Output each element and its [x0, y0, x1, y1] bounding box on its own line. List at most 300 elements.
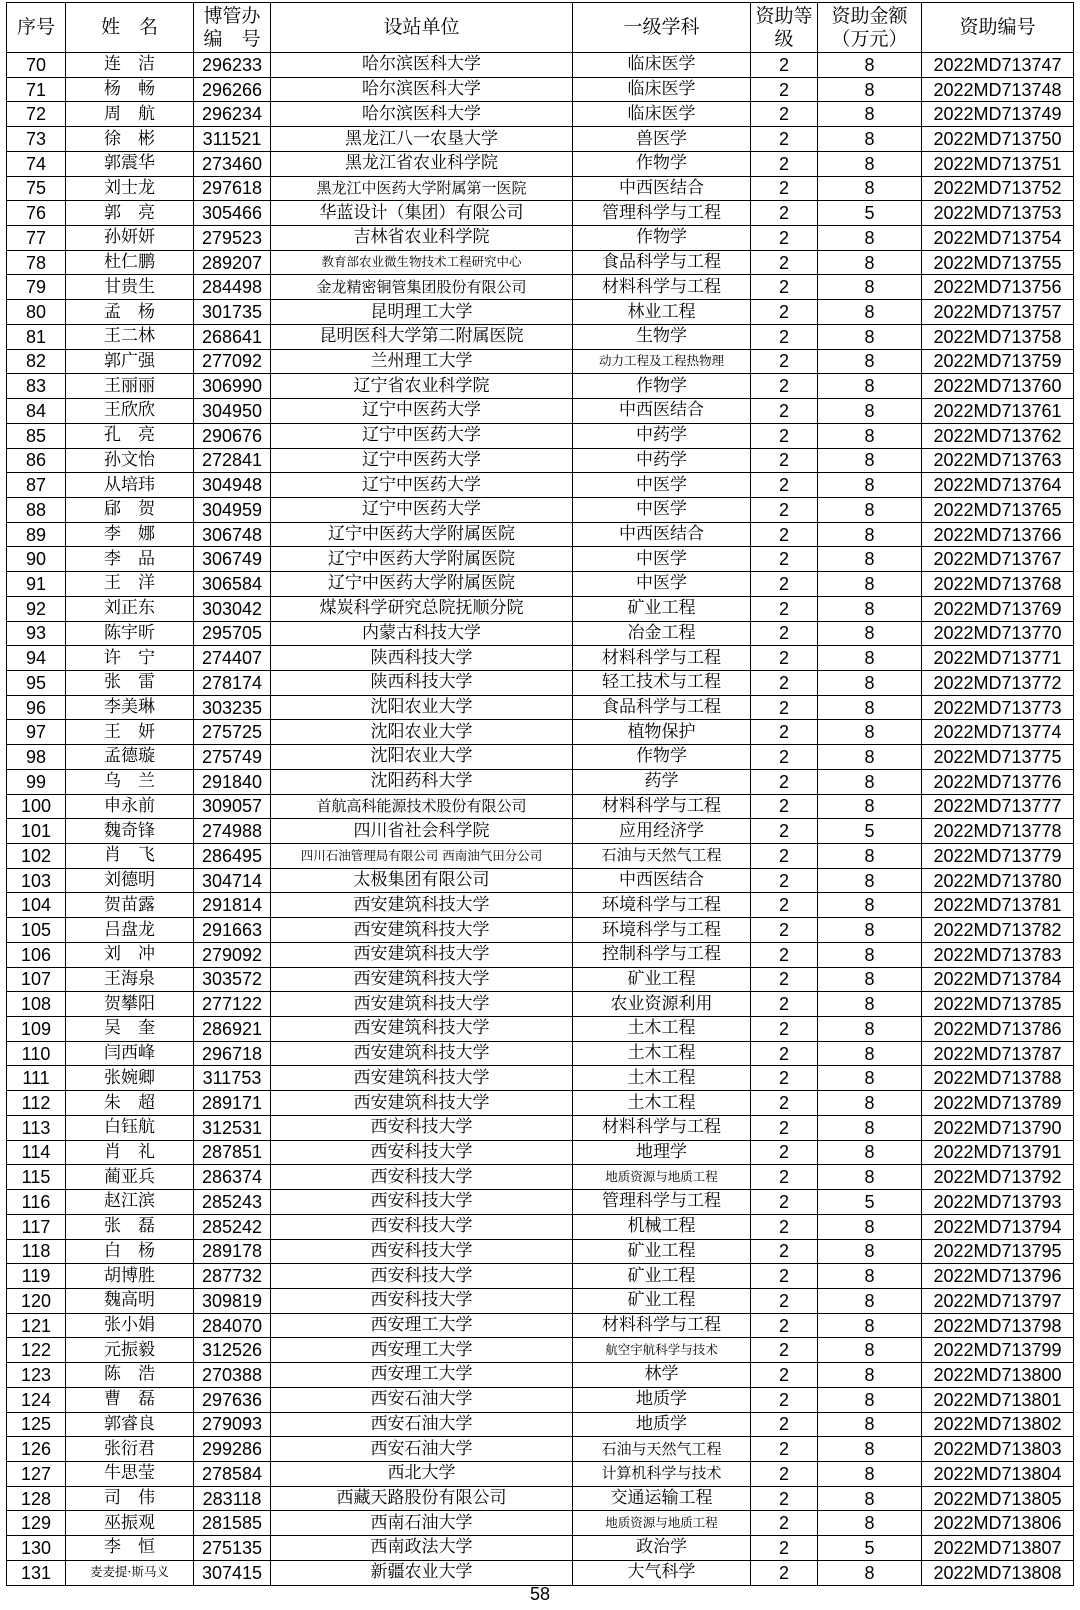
cell-index: 91 — [7, 572, 66, 597]
cell-office-id: 311521 — [194, 127, 271, 152]
cell-amount: 8 — [818, 423, 922, 448]
cell-index: 105 — [7, 918, 66, 943]
cell-grade: 2 — [751, 1412, 818, 1437]
cell-amount: 8 — [818, 547, 922, 572]
cell-amount: 8 — [818, 745, 922, 770]
cell-grade: 2 — [751, 1214, 818, 1239]
cell-amount: 8 — [818, 794, 922, 819]
cell-office-id: 296234 — [194, 102, 271, 127]
table-row — [7, 201, 1074, 226]
cell-discipline: 中西医结合 — [573, 522, 751, 547]
cell-index: 72 — [7, 102, 66, 127]
table-row — [7, 151, 1074, 176]
cell-funding-id: 2022MD713794 — [922, 1214, 1074, 1239]
table-row — [7, 547, 1074, 572]
cell-discipline: 作物学 — [573, 151, 751, 176]
cell-discipline: 地质学 — [573, 1412, 751, 1437]
cell-amount: 8 — [818, 1066, 922, 1091]
cell-station: 西安建筑科技大学 — [271, 918, 573, 943]
cell-index: 126 — [7, 1437, 66, 1462]
table-row — [7, 1190, 1074, 1215]
cell-amount: 8 — [818, 621, 922, 646]
cell-grade: 2 — [751, 1115, 818, 1140]
table-row — [7, 1412, 1074, 1437]
cell-amount: 8 — [818, 1140, 922, 1165]
cell-index: 82 — [7, 349, 66, 374]
cell-amount: 8 — [818, 1091, 922, 1116]
cell-amount: 8 — [818, 844, 922, 869]
cell-funding-id: 2022MD713748 — [922, 77, 1074, 102]
cell-amount: 8 — [818, 102, 922, 127]
cell-funding-id: 2022MD713752 — [922, 176, 1074, 201]
cell-amount: 8 — [818, 572, 922, 597]
cell-amount: 8 — [818, 151, 922, 176]
cell-office-id: 309057 — [194, 794, 271, 819]
cell-amount: 8 — [818, 720, 922, 745]
cell-index: 116 — [7, 1190, 66, 1215]
cell-name: 郭广强 — [66, 349, 194, 374]
cell-discipline: 临床医学 — [573, 77, 751, 102]
table-row — [7, 967, 1074, 992]
cell-funding-id: 2022MD713785 — [922, 992, 1074, 1017]
cell-funding-id: 2022MD713786 — [922, 1017, 1074, 1042]
header-row — [7, 3, 1074, 53]
cell-amount: 8 — [818, 1461, 922, 1486]
cell-index: 75 — [7, 176, 66, 201]
cell-office-id: 284070 — [194, 1313, 271, 1338]
cell-funding-id: 2022MD713773 — [922, 695, 1074, 720]
cell-amount: 8 — [818, 473, 922, 498]
cell-grade: 2 — [751, 1511, 818, 1536]
cell-grade: 2 — [751, 992, 818, 1017]
cell-discipline: 环境科学与工程 — [573, 918, 751, 943]
cell-index: 88 — [7, 497, 66, 522]
cell-station: 西安科技大学 — [271, 1288, 573, 1313]
cell-index: 87 — [7, 473, 66, 498]
cell-name: 从培玮 — [66, 473, 194, 498]
cell-office-id: 304959 — [194, 497, 271, 522]
cell-name: 李 品 — [66, 547, 194, 572]
table-row — [7, 324, 1074, 349]
cell-name: 司 伟 — [66, 1486, 194, 1511]
cell-amount: 8 — [818, 1338, 922, 1363]
table-row — [7, 918, 1074, 943]
cell-name: 甘贵生 — [66, 275, 194, 300]
cell-discipline: 矿业工程 — [573, 1239, 751, 1264]
cell-discipline: 临床医学 — [573, 53, 751, 78]
cell-index: 100 — [7, 794, 66, 819]
cell-amount: 8 — [818, 324, 922, 349]
cell-amount: 8 — [818, 250, 922, 275]
cell-amount: 8 — [818, 1214, 922, 1239]
cell-name: 孟德璇 — [66, 745, 194, 770]
cell-grade: 2 — [751, 819, 818, 844]
cell-station: 兰州理工大学 — [271, 349, 573, 374]
cell-index: 71 — [7, 77, 66, 102]
cell-name: 魏高明 — [66, 1288, 194, 1313]
table-row — [7, 844, 1074, 869]
cell-name: 白钰航 — [66, 1115, 194, 1140]
cell-discipline: 材料科学与工程 — [573, 275, 751, 300]
cell-grade: 2 — [751, 1560, 818, 1585]
cell-office-id: 277122 — [194, 992, 271, 1017]
cell-name: 张小娟 — [66, 1313, 194, 1338]
cell-discipline: 作物学 — [573, 374, 751, 399]
cell-office-id: 279523 — [194, 226, 271, 251]
table-row — [7, 127, 1074, 152]
cell-discipline: 轻工技术与工程 — [573, 670, 751, 695]
cell-amount: 8 — [818, 967, 922, 992]
cell-station: 西安建筑科技大学 — [271, 1066, 573, 1091]
cell-funding-id: 2022MD713796 — [922, 1264, 1074, 1289]
cell-station: 太极集团有限公司 — [271, 868, 573, 893]
cell-index: 101 — [7, 819, 66, 844]
cell-office-id: 284498 — [194, 275, 271, 300]
cell-discipline: 地理学 — [573, 1140, 751, 1165]
cell-discipline: 矿业工程 — [573, 596, 751, 621]
cell-discipline: 作物学 — [573, 745, 751, 770]
cell-station: 辽宁中医药大学 — [271, 399, 573, 424]
cell-office-id: 306749 — [194, 547, 271, 572]
cell-name: 张 雷 — [66, 670, 194, 695]
cell-discipline: 林业工程 — [573, 300, 751, 325]
table-row — [7, 497, 1074, 522]
cell-amount: 8 — [818, 399, 922, 424]
cell-grade: 2 — [751, 1165, 818, 1190]
cell-grade: 2 — [751, 399, 818, 424]
cell-index: 123 — [7, 1363, 66, 1388]
cell-station: 西安建筑科技大学 — [271, 992, 573, 1017]
cell-funding-id: 2022MD713802 — [922, 1412, 1074, 1437]
cell-station: 西安科技大学 — [271, 1264, 573, 1289]
cell-station: 西安建筑科技大学 — [271, 1091, 573, 1116]
cell-amount: 5 — [818, 1190, 922, 1215]
cell-name: 王 洋 — [66, 572, 194, 597]
cell-office-id: 306584 — [194, 572, 271, 597]
cell-index: 74 — [7, 151, 66, 176]
cell-grade: 2 — [751, 670, 818, 695]
cell-amount: 8 — [818, 1313, 922, 1338]
cell-office-id: 278174 — [194, 670, 271, 695]
cell-index: 84 — [7, 399, 66, 424]
cell-discipline: 矿业工程 — [573, 967, 751, 992]
cell-funding-id: 2022MD713756 — [922, 275, 1074, 300]
cell-funding-id: 2022MD713800 — [922, 1363, 1074, 1388]
cell-grade: 2 — [751, 547, 818, 572]
cell-office-id: 305466 — [194, 201, 271, 226]
cell-index: 108 — [7, 992, 66, 1017]
cell-discipline: 矿业工程 — [573, 1264, 751, 1289]
cell-funding-id: 2022MD713782 — [922, 918, 1074, 943]
table-row — [7, 769, 1074, 794]
cell-amount: 8 — [818, 868, 922, 893]
col-header-discipline: 一级学科 — [573, 3, 751, 53]
cell-discipline: 临床医学 — [573, 102, 751, 127]
cell-funding-id: 2022MD713765 — [922, 497, 1074, 522]
cell-station: 辽宁中医药大学 — [271, 423, 573, 448]
cell-office-id: 286374 — [194, 1165, 271, 1190]
cell-station: 西安科技大学 — [271, 1140, 573, 1165]
table-row — [7, 1560, 1074, 1585]
cell-station: 辽宁中医药大学 — [271, 473, 573, 498]
cell-funding-id: 2022MD713777 — [922, 794, 1074, 819]
cell-grade: 2 — [751, 1017, 818, 1042]
table-row — [7, 1091, 1074, 1116]
cell-discipline: 食品科学与工程 — [573, 250, 751, 275]
cell-amount: 8 — [818, 1560, 922, 1585]
cell-name: 郈 贺 — [66, 497, 194, 522]
cell-funding-id: 2022MD713798 — [922, 1313, 1074, 1338]
cell-station: 煤炭科学研究总院抚顺分院 — [271, 596, 573, 621]
cell-office-id: 296233 — [194, 53, 271, 78]
cell-index: 96 — [7, 695, 66, 720]
col-header-name: 姓 名 — [66, 3, 194, 53]
table-row — [7, 1239, 1074, 1264]
cell-name: 张衍君 — [66, 1437, 194, 1462]
cell-funding-id: 2022MD713762 — [922, 423, 1074, 448]
table-row — [7, 1165, 1074, 1190]
cell-station: 西安科技大学 — [271, 1214, 573, 1239]
cell-index: 107 — [7, 967, 66, 992]
cell-funding-id: 2022MD713750 — [922, 127, 1074, 152]
cell-station: 金龙精密铜管集团股份有限公司 — [271, 275, 573, 300]
cell-name: 许 宁 — [66, 646, 194, 671]
cell-discipline: 地质资源与地质工程 — [573, 1165, 751, 1190]
cell-discipline: 食品科学与工程 — [573, 695, 751, 720]
table-row — [7, 1437, 1074, 1462]
cell-discipline: 土木工程 — [573, 1091, 751, 1116]
cell-name: 陈宇昕 — [66, 621, 194, 646]
cell-name: 赵江滨 — [66, 1190, 194, 1215]
cell-discipline: 政治学 — [573, 1536, 751, 1561]
table-row — [7, 572, 1074, 597]
cell-grade: 2 — [751, 448, 818, 473]
cell-discipline: 地质资源与地质工程 — [573, 1511, 751, 1536]
cell-station: 哈尔滨医科大学 — [271, 102, 573, 127]
cell-index: 86 — [7, 448, 66, 473]
cell-office-id: 291663 — [194, 918, 271, 943]
cell-station: 西南石油大学 — [271, 1511, 573, 1536]
cell-office-id: 287732 — [194, 1264, 271, 1289]
cell-name: 贺苗露 — [66, 893, 194, 918]
cell-amount: 8 — [818, 1363, 922, 1388]
cell-index: 129 — [7, 1511, 66, 1536]
cell-discipline: 矿业工程 — [573, 1288, 751, 1313]
table-row — [7, 695, 1074, 720]
cell-grade: 2 — [751, 1264, 818, 1289]
cell-grade: 2 — [751, 868, 818, 893]
table-row — [7, 794, 1074, 819]
cell-discipline: 石油与天然气工程 — [573, 844, 751, 869]
cell-funding-id: 2022MD713799 — [922, 1338, 1074, 1363]
cell-name: 吕盘龙 — [66, 918, 194, 943]
cell-amount: 8 — [818, 497, 922, 522]
cell-funding-id: 2022MD713787 — [922, 1041, 1074, 1066]
cell-index: 89 — [7, 522, 66, 547]
cell-station: 西安建筑科技大学 — [271, 893, 573, 918]
cell-grade: 2 — [751, 374, 818, 399]
cell-office-id: 291814 — [194, 893, 271, 918]
cell-index: 127 — [7, 1461, 66, 1486]
cell-grade: 2 — [751, 893, 818, 918]
cell-name: 刘士龙 — [66, 176, 194, 201]
cell-funding-id: 2022MD713791 — [922, 1140, 1074, 1165]
cell-discipline: 植物保护 — [573, 720, 751, 745]
cell-discipline: 环境科学与工程 — [573, 893, 751, 918]
cell-discipline: 生物学 — [573, 324, 751, 349]
cell-index: 114 — [7, 1140, 66, 1165]
cell-funding-id: 2022MD713808 — [922, 1560, 1074, 1585]
cell-name: 肖 飞 — [66, 844, 194, 869]
cell-index: 94 — [7, 646, 66, 671]
cell-funding-id: 2022MD713776 — [922, 769, 1074, 794]
cell-office-id: 275135 — [194, 1536, 271, 1561]
cell-amount: 8 — [818, 769, 922, 794]
table-row — [7, 1338, 1074, 1363]
cell-index: 130 — [7, 1536, 66, 1561]
cell-funding-id: 2022MD713807 — [922, 1536, 1074, 1561]
cell-station: 西安石油大学 — [271, 1387, 573, 1412]
cell-office-id: 272841 — [194, 448, 271, 473]
cell-amount: 8 — [818, 522, 922, 547]
cell-office-id: 291840 — [194, 769, 271, 794]
cell-name: 朱 超 — [66, 1091, 194, 1116]
cell-discipline: 土木工程 — [573, 1017, 751, 1042]
cell-office-id: 273460 — [194, 151, 271, 176]
cell-grade: 2 — [751, 102, 818, 127]
table-row — [7, 448, 1074, 473]
cell-index: 99 — [7, 769, 66, 794]
cell-amount: 8 — [818, 1264, 922, 1289]
cell-funding-id: 2022MD713747 — [922, 53, 1074, 78]
cell-funding-id: 2022MD713784 — [922, 967, 1074, 992]
cell-grade: 2 — [751, 423, 818, 448]
table-row — [7, 1313, 1074, 1338]
cell-office-id: 306990 — [194, 374, 271, 399]
table-row — [7, 250, 1074, 275]
cell-station: 西安理工大学 — [271, 1338, 573, 1363]
cell-index: 109 — [7, 1017, 66, 1042]
cell-funding-id: 2022MD713760 — [922, 374, 1074, 399]
cell-office-id: 303042 — [194, 596, 271, 621]
cell-office-id: 285243 — [194, 1190, 271, 1215]
cell-name: 孔 亮 — [66, 423, 194, 448]
cell-station: 辽宁中医药大学附属医院 — [271, 522, 573, 547]
cell-amount: 5 — [818, 201, 922, 226]
cell-amount: 8 — [818, 176, 922, 201]
cell-station: 四川石油管理局有限公司 西南油气田分公司 — [271, 844, 573, 869]
cell-funding-id: 2022MD713804 — [922, 1461, 1074, 1486]
cell-grade: 2 — [751, 226, 818, 251]
cell-amount: 8 — [818, 646, 922, 671]
cell-amount: 8 — [818, 670, 922, 695]
cell-grade: 2 — [751, 201, 818, 226]
cell-name: 申永前 — [66, 794, 194, 819]
cell-station: 昆明医科大学第二附属医院 — [271, 324, 573, 349]
cell-amount: 8 — [818, 1437, 922, 1462]
cell-office-id: 304948 — [194, 473, 271, 498]
cell-funding-id: 2022MD713761 — [922, 399, 1074, 424]
cell-discipline: 动力工程及工程热物理 — [573, 349, 751, 374]
col-header-office-id: 博管办 编 号 — [194, 3, 271, 53]
table-row — [7, 1115, 1074, 1140]
cell-station: 辽宁中医药大学 — [271, 448, 573, 473]
cell-amount: 8 — [818, 1511, 922, 1536]
cell-funding-id: 2022MD713775 — [922, 745, 1074, 770]
cell-discipline: 兽医学 — [573, 127, 751, 152]
cell-funding-id: 2022MD713778 — [922, 819, 1074, 844]
cell-index: 120 — [7, 1288, 66, 1313]
cell-office-id: 295705 — [194, 621, 271, 646]
cell-grade: 2 — [751, 1041, 818, 1066]
cell-name: 连 洁 — [66, 53, 194, 78]
table-row — [7, 77, 1074, 102]
cell-funding-id: 2022MD713774 — [922, 720, 1074, 745]
cell-grade: 2 — [751, 1239, 818, 1264]
cell-office-id: 287851 — [194, 1140, 271, 1165]
cell-station: 辽宁中医药大学 — [271, 497, 573, 522]
cell-station: 沈阳农业大学 — [271, 745, 573, 770]
cell-name: 吴 奎 — [66, 1017, 194, 1042]
cell-name: 张婉卿 — [66, 1066, 194, 1091]
cell-office-id: 309819 — [194, 1288, 271, 1313]
cell-amount: 8 — [818, 127, 922, 152]
cell-office-id: 274407 — [194, 646, 271, 671]
cell-amount: 8 — [818, 300, 922, 325]
cell-office-id: 283118 — [194, 1486, 271, 1511]
cell-grade: 2 — [751, 53, 818, 78]
cell-station: 黑龙江中医药大学附属第一医院 — [271, 176, 573, 201]
cell-discipline: 中医学 — [573, 497, 751, 522]
cell-funding-id: 2022MD713749 — [922, 102, 1074, 127]
cell-name: 李 娜 — [66, 522, 194, 547]
cell-office-id: 290676 — [194, 423, 271, 448]
table-row — [7, 102, 1074, 127]
cell-office-id: 274988 — [194, 819, 271, 844]
cell-station: 辽宁中医药大学附属医院 — [271, 572, 573, 597]
cell-name: 王欣欣 — [66, 399, 194, 424]
cell-index: 121 — [7, 1313, 66, 1338]
cell-discipline: 中医学 — [573, 547, 751, 572]
cell-name: 刘 冲 — [66, 942, 194, 967]
cell-discipline: 中西医结合 — [573, 399, 751, 424]
cell-office-id: 289178 — [194, 1239, 271, 1264]
cell-funding-id: 2022MD713753 — [922, 201, 1074, 226]
table-row — [7, 646, 1074, 671]
table-row — [7, 819, 1074, 844]
cell-index: 70 — [7, 53, 66, 78]
cell-amount: 8 — [818, 1486, 922, 1511]
cell-amount: 8 — [818, 53, 922, 78]
cell-amount: 8 — [818, 1115, 922, 1140]
cell-index: 83 — [7, 374, 66, 399]
col-header-station: 设站单位 — [271, 3, 573, 53]
cell-station: 沈阳农业大学 — [271, 720, 573, 745]
cell-station: 吉林省农业科学院 — [271, 226, 573, 251]
cell-index: 117 — [7, 1214, 66, 1239]
cell-station: 西安理工大学 — [271, 1363, 573, 1388]
cell-name: 牛思莹 — [66, 1461, 194, 1486]
cell-funding-id: 2022MD713803 — [922, 1437, 1074, 1462]
cell-name: 巫振观 — [66, 1511, 194, 1536]
col-header-funding-id: 资助编号 — [922, 3, 1074, 53]
cell-index: 95 — [7, 670, 66, 695]
cell-station: 内蒙古科技大学 — [271, 621, 573, 646]
cell-funding-id: 2022MD713759 — [922, 349, 1074, 374]
cell-office-id: 289171 — [194, 1091, 271, 1116]
cell-office-id: 297636 — [194, 1387, 271, 1412]
table-row — [7, 176, 1074, 201]
